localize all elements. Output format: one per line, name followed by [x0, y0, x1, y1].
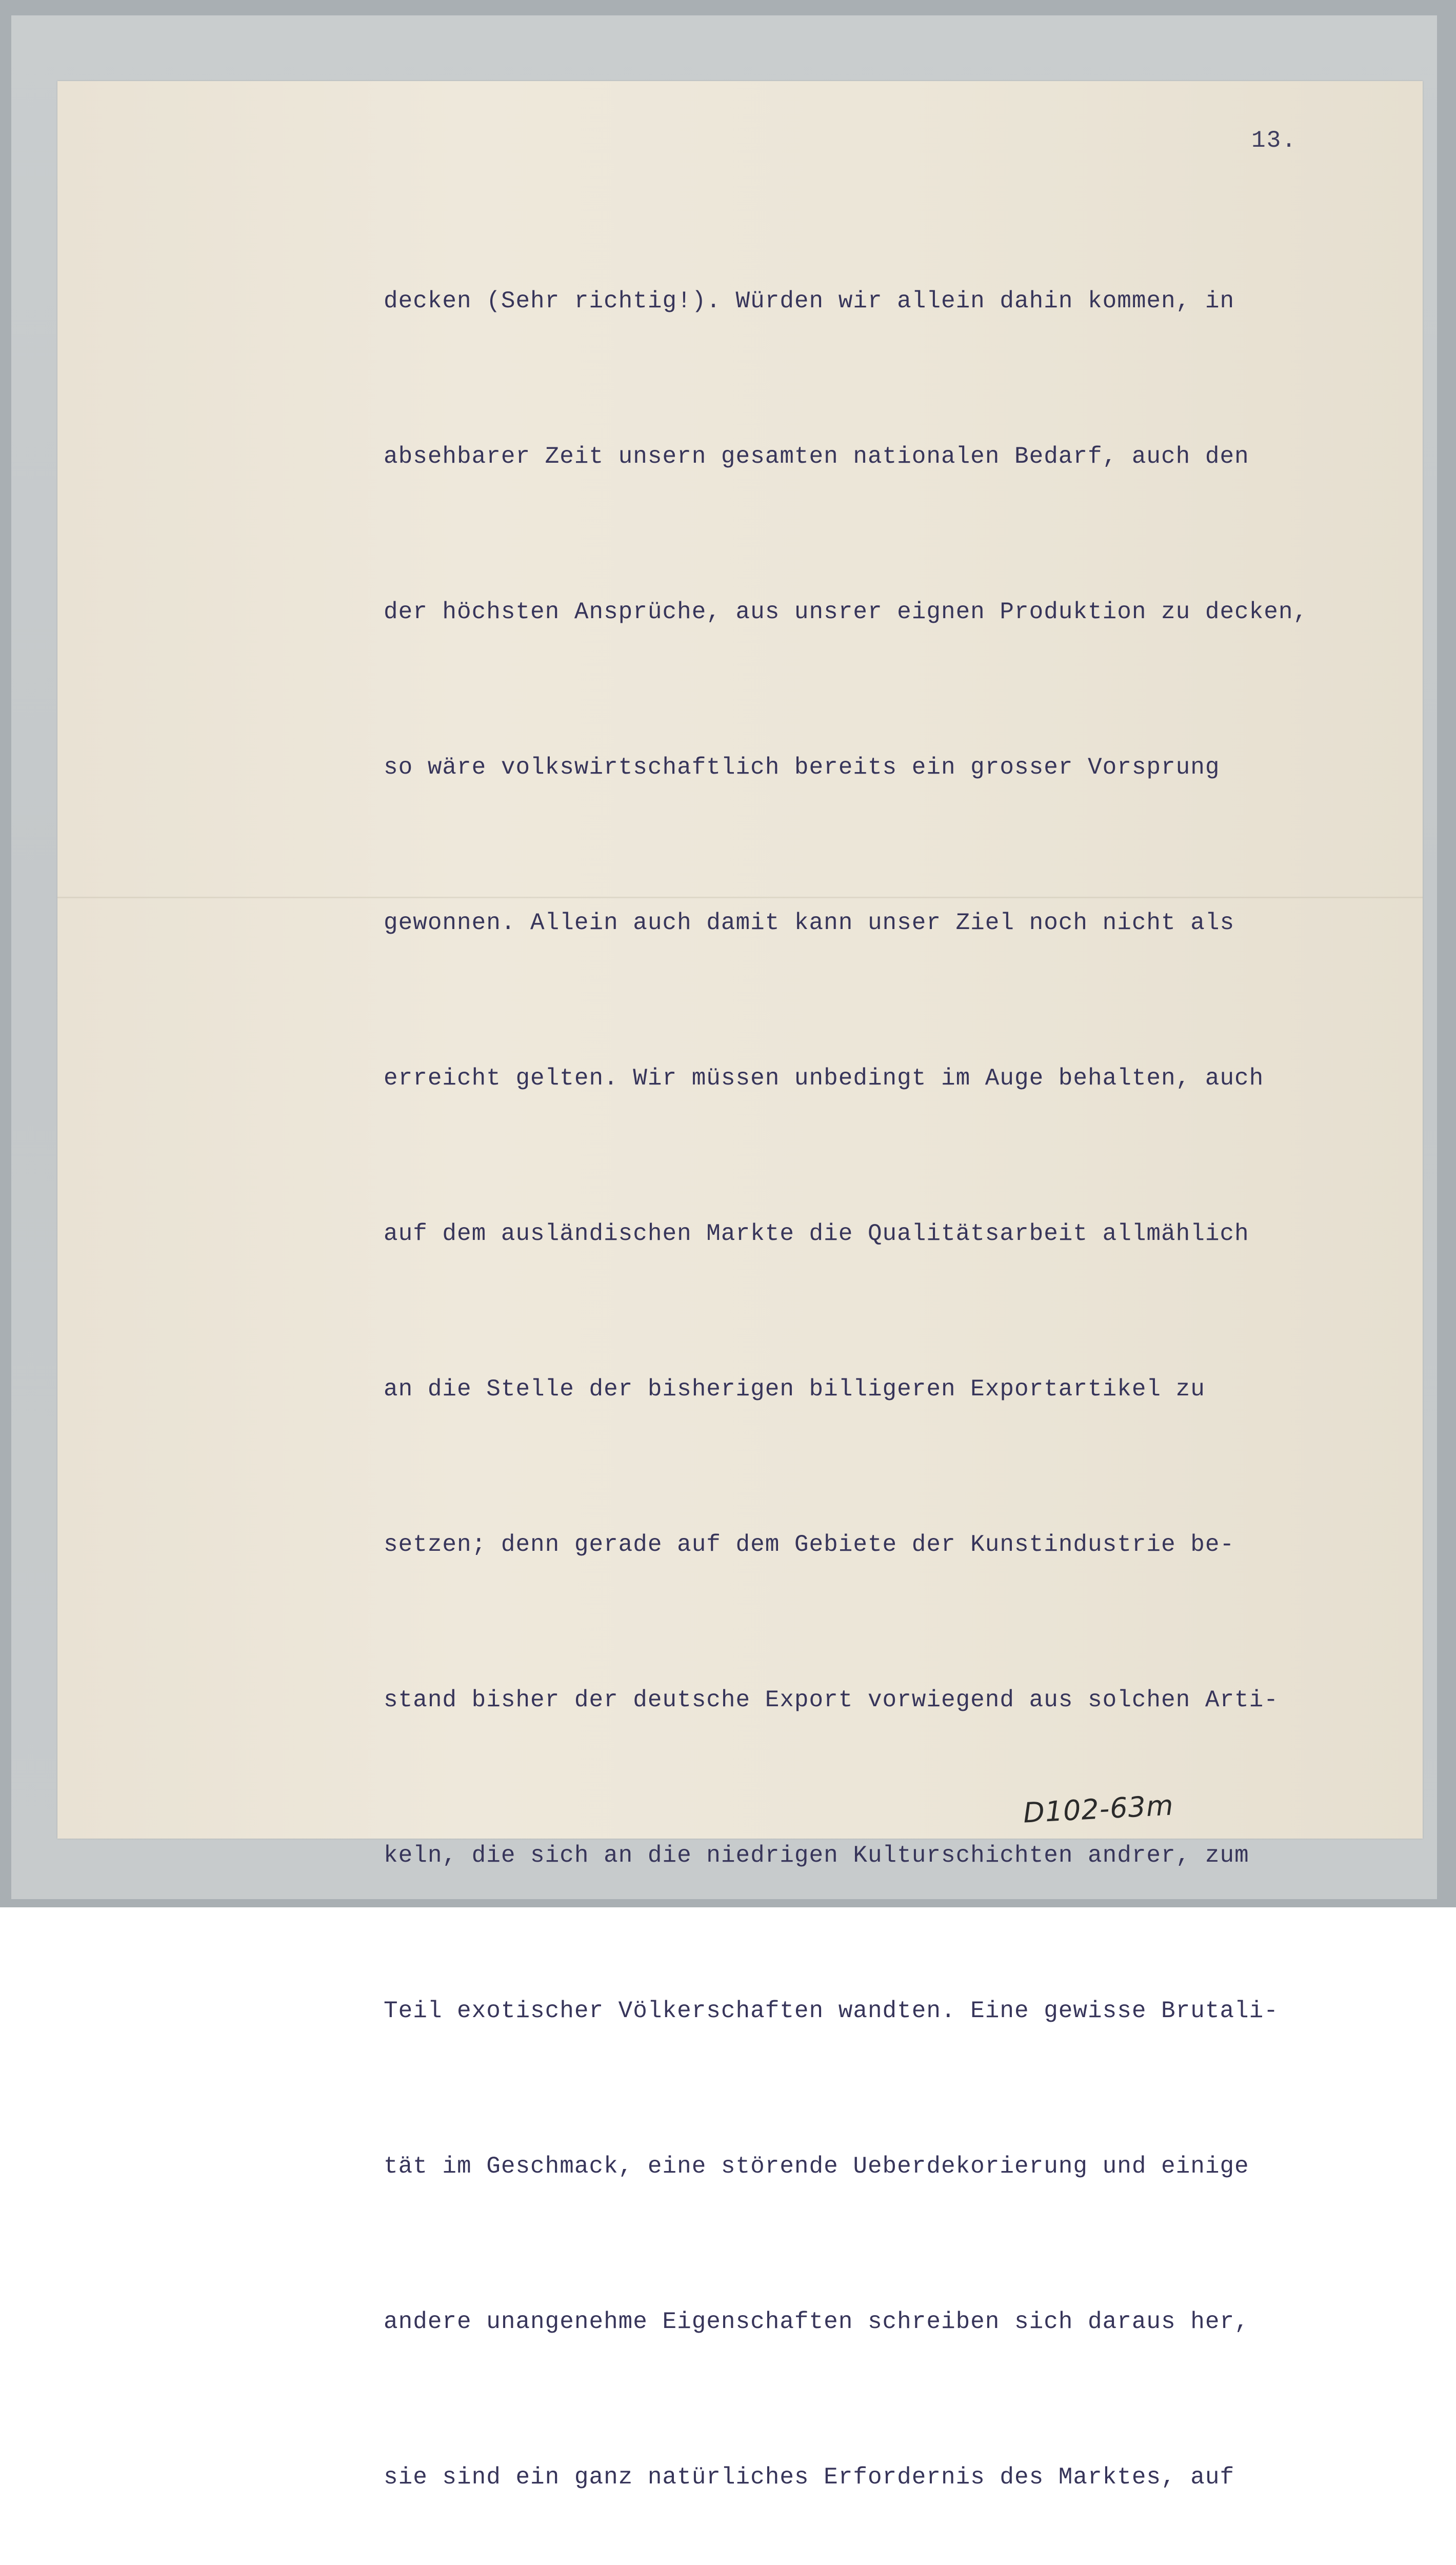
page-number: 13. [1251, 127, 1297, 154]
text-line: erreicht gelten. Wir müssen unbedingt im Auge behalten, auch [384, 1065, 1264, 1092]
text-line: andere unangenehme Eigenschaften schreiben sich daraus her, [384, 2308, 1249, 2335]
text-line: absehbarer Zeit unsern gesamten nationalen Bedarf, auch den [384, 443, 1249, 470]
typed-body-text [384, 172, 1409, 2565]
text-line: setzen; denn gerade auf dem Gebiete der Kunstindustrie be- [384, 1531, 1235, 1558]
text-line: sie sind ein ganz natürliches Erfordernis des Marktes, auf [384, 2464, 1235, 2491]
text-line: gewonnen. Allein auch damit kann unser Ziel noch nicht als [384, 910, 1235, 936]
text-line: keln, die sich an die niedrigen Kulturschichten andrer, zum [384, 1842, 1249, 1869]
text-line: decken (Sehr richtig!). Würden wir allein dahin kommen, in [384, 288, 1235, 314]
text-line: tät im Geschmack, eine störende Ueberdekorierung und einige [384, 2153, 1249, 2180]
text-line: so wäre volkswirtschaftlich bereits ein grosser Vorsprung [384, 754, 1220, 781]
text-line: auf dem ausländischen Markte die Qualitätsarbeit allmählich [384, 1220, 1249, 1247]
text-line: stand bisher der deutsche Export vorwiegend aus solchen Arti- [384, 1687, 1279, 1713]
text-line: Teil exotischer Völkerschaften wandten. Eine gewisse Brutali- [384, 1998, 1279, 2024]
handwritten-archive-mark: D102-63m [1022, 1789, 1174, 1829]
text-line: an die Stelle der bisherigen billigeren Exportartikel zu [384, 1376, 1205, 1403]
text-line: der höchsten Ansprüche, aus unsrer eignen Produktion zu decken, [384, 599, 1308, 625]
